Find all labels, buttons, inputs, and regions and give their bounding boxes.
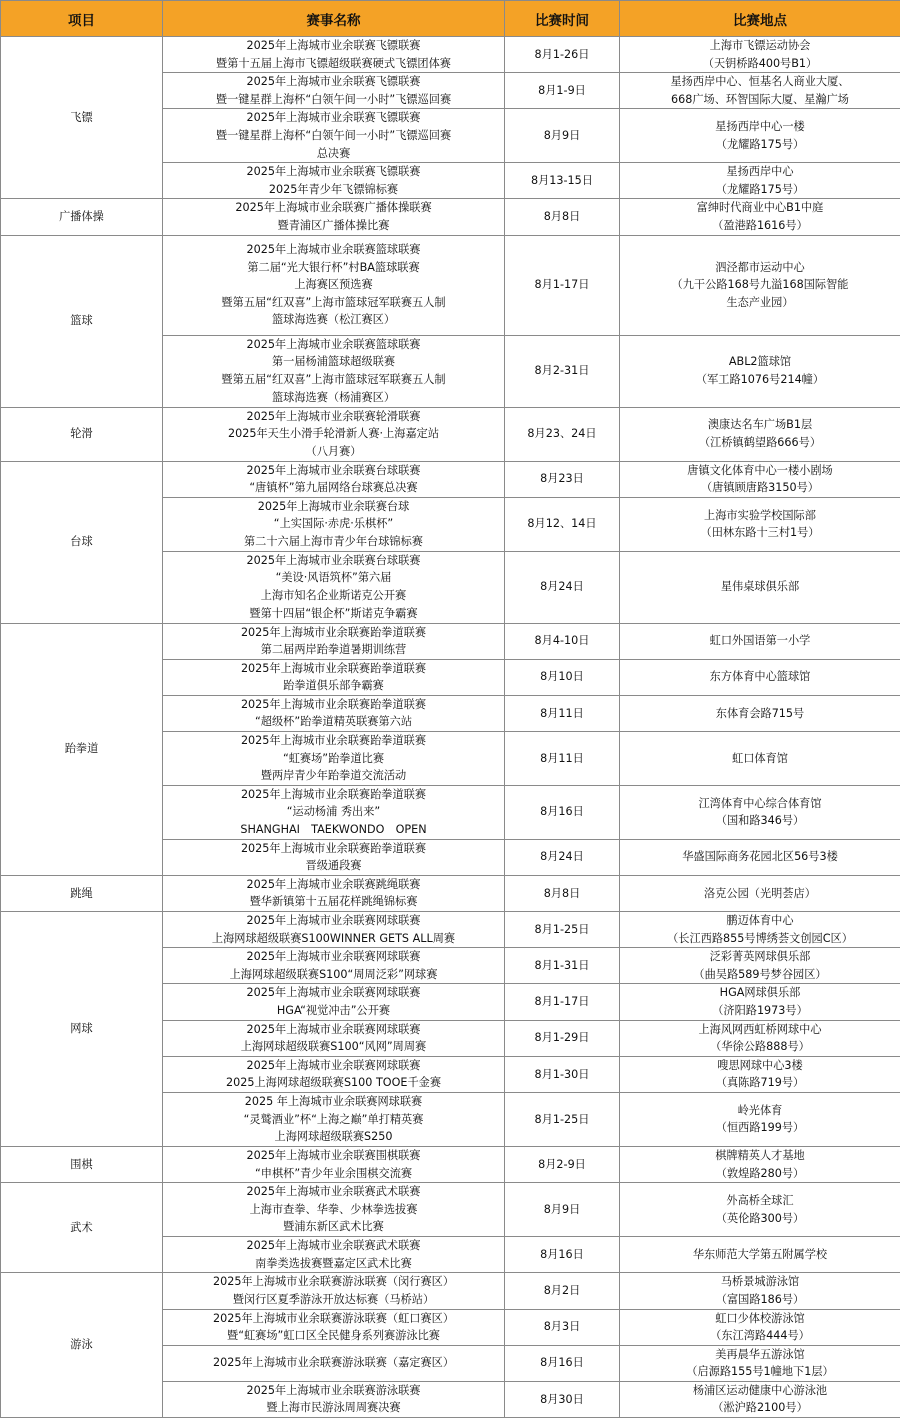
header-category: 项目 <box>1 1 163 37</box>
venue-line: HGA网球俱乐部 <box>622 984 898 1002</box>
category-cell: 游泳 <box>1 1273 163 1418</box>
event-name-line: “运动杨浦 秀出来” <box>165 803 502 821</box>
event-date-cell: 8月8日 <box>505 875 620 911</box>
event-venue-cell <box>620 37 900 73</box>
table-row <box>1 1146 900 1182</box>
event-date-cell: 8月1-25日 <box>505 912 620 948</box>
event-name-cell <box>163 984 505 1020</box>
event-date-cell: 8月16日 <box>505 1237 620 1273</box>
venue-line: 虹口体育馆 <box>622 750 898 768</box>
event-name-line: “虹赛场”跆拳道比赛 <box>165 750 502 768</box>
event-name-line: 上海市知名企业斯诺克公开赛 <box>165 587 502 605</box>
event-date-cell: 8月24日 <box>505 839 620 875</box>
venue-line: 鹏迈体育中心 <box>622 912 898 930</box>
event-venue-cell <box>620 1381 900 1417</box>
event-name-line: 晋级通段赛 <box>165 857 502 875</box>
event-name-line: 篮球海选赛（杨浦赛区） <box>165 389 502 407</box>
venue-line: 泗泾都市运动中心 <box>622 259 898 277</box>
event-venue-cell <box>620 109 900 163</box>
event-name-line: 上海赛区预选赛 <box>165 276 502 294</box>
event-name-line: 暨两岸青少年跆拳道交流活动 <box>165 767 502 785</box>
event-date-cell: 8月1-9日 <box>505 73 620 109</box>
event-name-line: 2025年上海城市业余联赛网球联赛 <box>165 1021 502 1039</box>
event-name-cell <box>163 1020 505 1056</box>
venue-line: 洛克公园（光明荟店） <box>622 885 898 903</box>
event-name-cell <box>163 623 505 659</box>
event-name-line: HGA“视觉冲击”公开赛 <box>165 1002 502 1020</box>
event-date-cell: 8月13-15日 <box>505 163 620 199</box>
venue-line: （江桥镇鹤望路666号） <box>622 434 898 452</box>
event-name-cell <box>163 235 505 335</box>
venue-line: 东体育会路715号 <box>622 705 898 723</box>
event-name-cell <box>163 1146 505 1182</box>
event-name-line: 上海网球超级联赛S250 <box>165 1128 502 1146</box>
event-venue-cell <box>620 497 900 551</box>
event-date-cell: 8月24日 <box>505 551 620 623</box>
event-name-cell <box>163 199 505 235</box>
event-name-cell <box>163 335 505 407</box>
table-row <box>1 875 900 911</box>
event-date-cell: 8月12、14日 <box>505 497 620 551</box>
event-name-cell <box>163 839 505 875</box>
event-name-line: 暨第十四届“银企杯”斯诺克争霸赛 <box>165 605 502 623</box>
table-row <box>1 235 900 335</box>
event-venue-cell <box>620 1309 900 1345</box>
event-date-cell: 8月1-26日 <box>505 37 620 73</box>
event-name-line: 2025年上海城市业余联赛网球联赛 <box>165 984 502 1002</box>
event-venue-cell <box>620 1345 900 1381</box>
event-name-cell <box>163 1183 505 1237</box>
table-row <box>1 407 900 461</box>
venue-line: （九干公路168号九溢168国际智能 <box>622 276 898 294</box>
event-name-line: 暨“虹赛场”虹口区全民健身系列赛游泳比赛 <box>165 1327 502 1345</box>
venue-line: （真陈路719号） <box>622 1074 898 1092</box>
venue-line: 嗖思网球中心3楼 <box>622 1057 898 1075</box>
venue-line: （田林东路十三村1号） <box>622 524 898 542</box>
venue-line: 泛彩菁英网球俱乐部 <box>622 948 898 966</box>
event-date-cell: 8月23、24日 <box>505 407 620 461</box>
event-date-cell: 8月1-17日 <box>505 235 620 335</box>
venue-line: （龙耀路175号） <box>622 136 898 154</box>
event-name-cell <box>163 407 505 461</box>
event-name-line: 第二届两岸跆拳道暑期训练营 <box>165 641 502 659</box>
event-venue-cell <box>620 551 900 623</box>
event-name-line: 2025年上海城市业余联赛跆拳道联赛 <box>165 696 502 714</box>
event-date-cell: 8月11日 <box>505 695 620 731</box>
event-venue-cell <box>620 1237 900 1273</box>
schedule-body <box>1 37 900 1418</box>
event-name-line: “唐镇杯”第九届网络台球赛总决赛 <box>165 479 502 497</box>
event-venue-cell <box>620 73 900 109</box>
venue-line: 上海市实验学校国际部 <box>622 507 898 525</box>
venue-line: （国和路346号） <box>622 812 898 830</box>
event-venue-cell <box>620 1092 900 1146</box>
event-date-cell: 8月16日 <box>505 785 620 839</box>
venue-line: （唐镇顾唐路3150号） <box>622 479 898 497</box>
event-name-line: 2025年青少年飞镖锦标赛 <box>165 181 502 199</box>
event-name-line: 2025年上海城市业余联赛飞镖联赛 <box>165 109 502 127</box>
event-name-line: SHANGHAI TAEKWONDO OPEN <box>165 821 502 839</box>
event-name-cell <box>163 1237 505 1273</box>
event-name-line: 2025年上海城市业余联赛轮滑联赛 <box>165 408 502 426</box>
event-venue-cell <box>620 1183 900 1237</box>
event-name-line: 第二届“光大银行杯”村BA篮球联赛 <box>165 259 502 277</box>
venue-line: （龙耀路175号） <box>622 181 898 199</box>
event-name-line: 2025年上海城市业余联赛篮球联赛 <box>165 241 502 259</box>
event-name-line: 2025年上海城市业余联赛台球 <box>165 498 502 516</box>
event-name-cell <box>163 659 505 695</box>
venue-line: （盈港路1616号） <box>622 217 898 235</box>
event-name-line: 2025年上海城市业余联赛飞镖联赛 <box>165 163 502 181</box>
event-name-cell <box>163 109 505 163</box>
event-date-cell: 8月30日 <box>505 1381 620 1417</box>
event-name-line: 暨一键星群上海杯“白领午间一小时”飞镖巡回赛 <box>165 127 502 145</box>
venue-line: 富绅时代商业中心B1中庭 <box>622 199 898 217</box>
venue-line: 华东师范大学第五附属学校 <box>622 1246 898 1264</box>
event-name-line: 2025年上海城市业余联赛台球联赛 <box>165 552 502 570</box>
event-name-cell <box>163 37 505 73</box>
venue-line: 星扬西岸中心 <box>622 163 898 181</box>
venue-line: 星扬西岸中心一楼 <box>622 118 898 136</box>
category-cell: 台球 <box>1 461 163 623</box>
event-name-line: 第二十六届上海市青少年台球锦标赛 <box>165 533 502 551</box>
event-name-cell <box>163 1345 505 1381</box>
event-name-line: 2025年上海城市业余联赛跆拳道联赛 <box>165 732 502 750</box>
category-cell: 篮球 <box>1 235 163 407</box>
event-venue-cell <box>620 163 900 199</box>
event-date-cell: 8月16日 <box>505 1345 620 1381</box>
event-name-line: 暨浦东新区武术比赛 <box>165 1218 502 1236</box>
venue-line: （济阳路1973号） <box>622 1002 898 1020</box>
event-name-line: 2025年上海城市业余联赛游泳联赛 <box>165 1382 502 1400</box>
event-venue-cell <box>620 235 900 335</box>
venue-line: （启源路155号1幢地下1层） <box>622 1363 898 1381</box>
event-name-line: 2025年上海城市业余联赛飞镖联赛 <box>165 73 502 91</box>
venue-line: （英伦路300号） <box>622 1210 898 1228</box>
venue-line: 星扬西岸中心、恒基名人商业大厦、 <box>622 73 898 91</box>
venue-line: （东江湾路444号） <box>622 1327 898 1345</box>
venue-line: 美再晨华五游泳馆 <box>622 1346 898 1364</box>
venue-line: （淞沪路2100号） <box>622 1399 898 1417</box>
event-date-cell: 8月10日 <box>505 659 620 695</box>
event-name-line: 2025年上海城市业余联赛跆拳道联赛 <box>165 786 502 804</box>
venue-line: 杨浦区运动健康中心游泳池 <box>622 1382 898 1400</box>
event-name-line: 2025年上海城市业余联赛广播体操联赛 <box>165 199 502 217</box>
event-name-line: 2025年天生小滑手轮滑新人赛·上海嘉定站 <box>165 425 502 443</box>
event-venue-cell <box>620 875 900 911</box>
event-date-cell: 8月1-17日 <box>505 984 620 1020</box>
event-name-line: 跆拳道俱乐部争霸赛 <box>165 677 502 695</box>
event-date-cell: 8月2日 <box>505 1273 620 1309</box>
event-name-cell <box>163 695 505 731</box>
event-name-line: 暨华新镇第十五届花样跳绳锦标赛 <box>165 893 502 911</box>
event-name-line: 上海市查拳、华拳、少林拳选拔赛 <box>165 1201 502 1219</box>
category-cell: 跆拳道 <box>1 623 163 875</box>
venue-line: 星伟桌球俱乐部 <box>622 578 898 596</box>
event-name-cell <box>163 1273 505 1309</box>
event-name-cell <box>163 163 505 199</box>
table-row <box>1 623 900 659</box>
event-name-line: 暨青浦区广播体操比赛 <box>165 217 502 235</box>
category-cell: 网球 <box>1 912 163 1147</box>
event-date-cell: 8月2-31日 <box>505 335 620 407</box>
event-date-cell: 8月1-29日 <box>505 1020 620 1056</box>
event-name-line: 2025年上海城市业余联赛网球联赛 <box>165 948 502 966</box>
venue-line: ABL2篮球馆 <box>622 353 898 371</box>
table-row <box>1 1273 900 1309</box>
event-name-line: 暨上海市民游泳周周赛决赛 <box>165 1399 502 1417</box>
venue-line: 唐镇文化体育中心一楼小剧场 <box>622 462 898 480</box>
event-name-cell <box>163 948 505 984</box>
event-name-cell <box>163 1092 505 1146</box>
event-name-line: 2025年上海城市业余联赛跳绳联赛 <box>165 876 502 894</box>
event-name-line: “美设·风语筑杯”第六届 <box>165 569 502 587</box>
venue-line: 澳康达名车广场B1层 <box>622 416 898 434</box>
event-name-line: 2025年上海城市业余联赛武术联赛 <box>165 1183 502 1201</box>
event-venue-cell <box>620 623 900 659</box>
event-name-line: 2025年上海城市业余联赛篮球联赛 <box>165 336 502 354</box>
event-name-line: “超级杯”跆拳道精英联赛第六站 <box>165 713 502 731</box>
event-name-line: 2025年上海城市业余联赛武术联赛 <box>165 1237 502 1255</box>
table-row <box>1 461 900 497</box>
venue-line: 外高桥全球汇 <box>622 1192 898 1210</box>
category-cell: 轮滑 <box>1 407 163 461</box>
event-venue-cell <box>620 659 900 695</box>
event-date-cell: 8月4-10日 <box>505 623 620 659</box>
venue-line: 生态产业园） <box>622 294 898 312</box>
category-cell: 广播体操 <box>1 199 163 235</box>
event-name-cell <box>163 1381 505 1417</box>
venue-line: 江湾体育中心综合体育馆 <box>622 795 898 813</box>
event-date-cell: 8月11日 <box>505 732 620 786</box>
event-name-line: 2025年上海城市业余联赛跆拳道联赛 <box>165 624 502 642</box>
venue-line: （富国路186号） <box>622 1291 898 1309</box>
event-date-cell: 8月9日 <box>505 1183 620 1237</box>
category-cell: 围棋 <box>1 1146 163 1182</box>
event-name-line: 2025上海网球超级联赛S100 TOOE千金赛 <box>165 1074 502 1092</box>
table-row <box>1 37 900 73</box>
event-name-cell <box>163 497 505 551</box>
event-venue-cell <box>620 199 900 235</box>
table-row <box>1 912 900 948</box>
venue-line: 东方体育中心篮球馆 <box>622 668 898 686</box>
event-venue-cell <box>620 984 900 1020</box>
event-name-cell <box>163 461 505 497</box>
event-date-cell: 8月1-31日 <box>505 948 620 984</box>
event-date-cell: 8月1-30日 <box>505 1056 620 1092</box>
venue-line: （敦煌路280号） <box>622 1165 898 1183</box>
event-date-cell: 8月23日 <box>505 461 620 497</box>
event-venue-cell <box>620 1056 900 1092</box>
event-name-cell <box>163 732 505 786</box>
event-name-line: 上海网球超级联赛S100“风网”周周赛 <box>165 1038 502 1056</box>
venue-line: 岭光体育 <box>622 1102 898 1120</box>
event-venue-cell <box>620 695 900 731</box>
venue-line: 马桥景城游泳馆 <box>622 1273 898 1291</box>
venue-line: 上海风网西虹桥网球中心 <box>622 1021 898 1039</box>
event-date-cell: 8月8日 <box>505 199 620 235</box>
event-venue-cell <box>620 407 900 461</box>
event-venue-cell <box>620 732 900 786</box>
table-row <box>1 1183 900 1237</box>
venue-line: （曲吴路589号梦谷园区） <box>622 966 898 984</box>
event-name-line: 第一届杨浦篮球超级联赛 <box>165 353 502 371</box>
event-name-line: 2025年上海城市业余联赛飞镖联赛 <box>165 37 502 55</box>
event-name-line: 南拳类选拔赛暨嘉定区武术比赛 <box>165 1255 502 1273</box>
event-name-cell <box>163 1309 505 1345</box>
event-name-line: “申棋杯”青少年业余围棋交流赛 <box>165 1165 502 1183</box>
event-name-cell <box>163 785 505 839</box>
event-name-line: “上实国际·赤虎·乐棋杯” <box>165 515 502 533</box>
event-venue-cell <box>620 1273 900 1309</box>
event-name-line: 暨闵行区夏季游泳开放达标赛（马桥站） <box>165 1291 502 1309</box>
event-name-line: 2025年上海城市业余联赛网球联赛 <box>165 912 502 930</box>
event-venue-cell <box>620 839 900 875</box>
venue-line: （华徐公路888号） <box>622 1038 898 1056</box>
event-name-cell <box>163 1056 505 1092</box>
category-cell: 跳绳 <box>1 875 163 911</box>
event-name-line: 2025年上海城市业余联赛跆拳道联赛 <box>165 660 502 678</box>
category-cell: 武术 <box>1 1183 163 1273</box>
header-date: 比赛时间 <box>505 1 620 37</box>
event-name-line: 2025年上海城市业余联赛网球联赛 <box>165 1057 502 1075</box>
venue-line: （天钥桥路400号B1） <box>622 55 898 73</box>
header-event-name: 赛事名称 <box>163 1 505 37</box>
event-venue-cell <box>620 948 900 984</box>
event-name-line: 上海网球超级联赛S100WINNER GETS ALL周赛 <box>165 930 502 948</box>
event-name-cell <box>163 73 505 109</box>
event-name-line: 篮球海选赛（松江赛区） <box>165 311 502 329</box>
venue-line: 上海市飞镖运动协会 <box>622 37 898 55</box>
event-name-line: 2025年上海城市业余联赛跆拳道联赛 <box>165 840 502 858</box>
event-venue-cell <box>620 785 900 839</box>
event-name-line: 暨第十五届上海市飞镖超级联赛硬式飞镖团体赛 <box>165 55 502 73</box>
header-venue: 比赛地点 <box>620 1 900 37</box>
event-date-cell: 8月3日 <box>505 1309 620 1345</box>
event-name-cell <box>163 551 505 623</box>
event-venue-cell <box>620 461 900 497</box>
venue-line: 虹口外国语第一小学 <box>622 632 898 650</box>
venue-line: 华盛国际商务花园北区56号3楼 <box>622 848 898 866</box>
venue-line: （恒西路199号） <box>622 1119 898 1137</box>
venue-line: （长江西路855号博绣荟文创园C区） <box>622 930 898 948</box>
event-name-line: 2025年上海城市业余联赛游泳联赛（嘉定赛区） <box>165 1354 502 1372</box>
event-venue-cell <box>620 1020 900 1056</box>
header-row <box>1 1 900 37</box>
venue-line: （军工路1076号214幢） <box>622 371 898 389</box>
event-name-line: 暨一键星群上海杯“白领午间一小时”飞镖巡回赛 <box>165 91 502 109</box>
venue-line: 虹口少体校游泳馆 <box>622 1310 898 1328</box>
event-date-cell: 8月2-9日 <box>505 1146 620 1182</box>
event-name-line: 暨第五届“红双喜”上海市篮球冠军联赛五人制 <box>165 371 502 389</box>
venue-line: 棋牌精英人才基地 <box>622 1147 898 1165</box>
event-name-line: 暨第五届“红双喜”上海市篮球冠军联赛五人制 <box>165 294 502 312</box>
category-cell: 飞镖 <box>1 37 163 199</box>
event-name-cell <box>163 912 505 948</box>
event-name-line: 上海网球超级联赛S100“周周泛彩”网球赛 <box>165 966 502 984</box>
event-name-line: 2025年上海城市业余联赛游泳联赛（虹口赛区） <box>165 1310 502 1328</box>
event-name-line: 2025 年上海城市业余联赛网球联赛 <box>165 1093 502 1111</box>
event-venue-cell <box>620 335 900 407</box>
event-date-cell: 8月1-25日 <box>505 1092 620 1146</box>
event-name-line: “灵鹫酒业”杯“上海之巅”单打精英赛 <box>165 1111 502 1129</box>
event-name-line: 总决赛 <box>165 145 502 163</box>
venue-line: 668广场、环智国际大厦、星瀚广场 <box>622 91 898 109</box>
event-venue-cell <box>620 912 900 948</box>
event-name-line: （八月赛） <box>165 443 502 461</box>
event-name-cell <box>163 875 505 911</box>
table-row <box>1 199 900 235</box>
event-name-line: 2025年上海城市业余联赛游泳联赛（闵行赛区） <box>165 1273 502 1291</box>
event-name-line: 2025年上海城市业余联赛台球联赛 <box>165 462 502 480</box>
event-date-cell: 8月9日 <box>505 109 620 163</box>
event-name-line: 2025年上海城市业余联赛围棋联赛 <box>165 1147 502 1165</box>
event-venue-cell <box>620 1146 900 1182</box>
